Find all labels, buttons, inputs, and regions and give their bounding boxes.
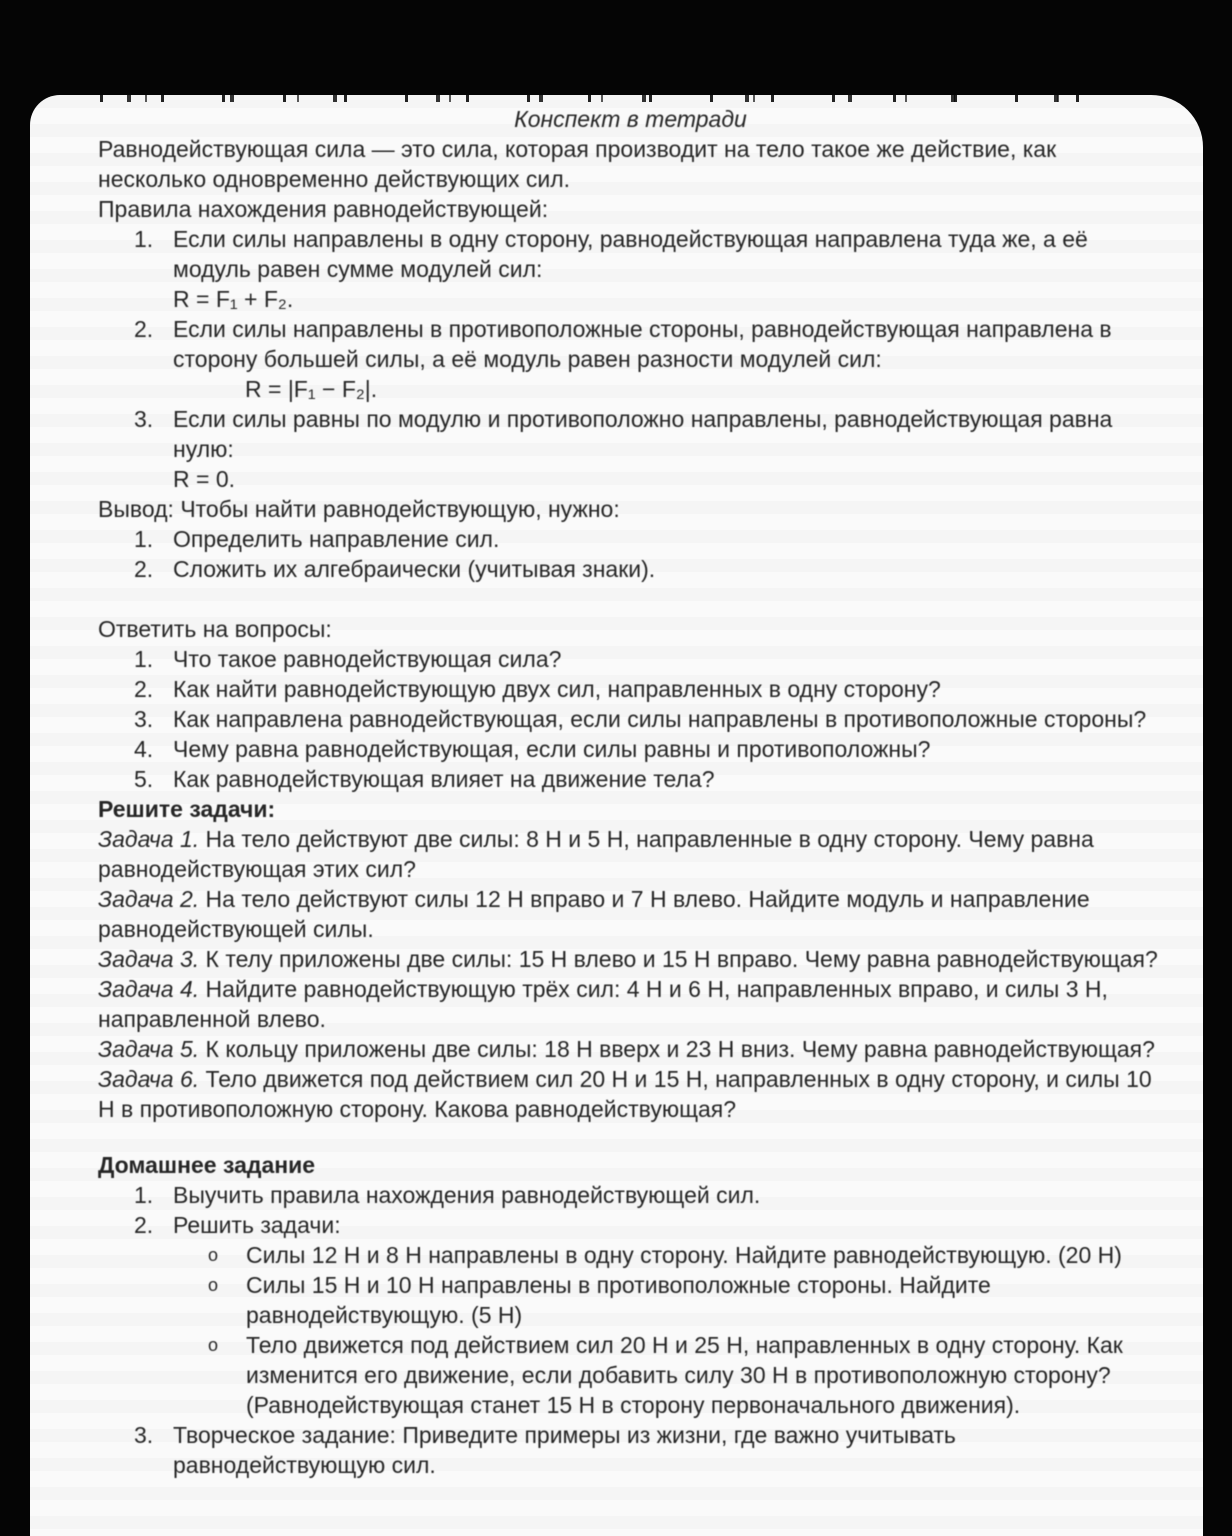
task-text: К телу приложены две силы: 15 Н влево и 15 Н вправо. Чему равна равнодействующая?: [205, 946, 1158, 972]
list-number: 2.: [134, 1212, 154, 1238]
task-paragraph: [98, 1064, 1163, 1124]
question-text: Как найти равнодействующую двух сил, направленных в одну сторону?: [173, 676, 941, 702]
rule-item: [98, 314, 1163, 404]
homework-list: [98, 1180, 1163, 1480]
list-number: 1.: [134, 646, 154, 672]
list-number: 5.: [134, 766, 154, 792]
homework-subitem-text: Тело движется под действием сил 20 Н и 25 Н, направленных в одну сторону. Как изменится его движение, если добавить силу 30 Н в противоположную сторону? (Равнодействующая станет 15 Н в сторону первоначального движения).: [246, 1332, 1123, 1418]
rule-formula: R = 0.: [173, 466, 236, 492]
task-paragraph: [98, 1034, 1163, 1064]
task-label: Задача 2.: [98, 886, 200, 912]
list-number: 3.: [134, 1422, 154, 1448]
list-number: 2.: [134, 316, 154, 342]
question-item: [98, 674, 1163, 704]
homework-text: Решить задачи:: [173, 1212, 341, 1238]
question-text: Как равнодействующая влияет на движение тела?: [173, 766, 715, 792]
sub-bullet-marker: o: [208, 1245, 219, 1265]
conclusion-item: [98, 524, 1163, 554]
homework-item: [98, 1420, 1163, 1480]
rule-body: [173, 224, 1163, 314]
list-number: 1.: [134, 1182, 154, 1208]
question-item: [98, 764, 1163, 794]
rule-body: [173, 314, 1163, 404]
question-item: [98, 734, 1163, 764]
list-number: 1.: [134, 226, 154, 252]
rule-item: [98, 404, 1163, 494]
intro-paragraph: Равнодействующая сила — это сила, которая производит на тело такое же действие, как несколько одновременно действующих сил.: [98, 136, 1057, 192]
homework-item: [98, 1210, 1163, 1240]
task-paragraph: [98, 944, 1163, 974]
question-item: [98, 644, 1163, 674]
task-label: Задача 5.: [98, 1036, 200, 1062]
question-text: Что такое равнодействующая сила?: [173, 646, 562, 672]
rule-text: Если силы направлены в одну сторону, равнодействующая направлена туда же, а её модуль равен сумме модулей сил:: [173, 226, 1088, 282]
question-text: Как направлена равнодействующая, если силы направлены в противоположные стороны?: [173, 706, 1147, 732]
document-page: [30, 95, 1203, 1536]
task-paragraph: [98, 824, 1163, 884]
task-text: На тело действуют две силы: 8 Н и 5 Н, направленные в одну сторону. Чему равна равнодействующая этих сил?: [98, 826, 1094, 882]
sub-bullet-marker: o: [208, 1275, 219, 1295]
homework-heading: Домашнее задание: [98, 1152, 316, 1178]
homework-subitem-text: Силы 15 Н и 10 Н направлены в противоположные стороны. Найдите равнодействующую. (5 Н): [246, 1272, 991, 1328]
list-number: 2.: [134, 556, 154, 582]
rule-item: [98, 224, 1163, 314]
homework-subitem-text: Силы 12 Н и 8 Н направлены в одну сторону. Найдите равнодействующую. (20 Н): [246, 1242, 1122, 1268]
page-title: Конспект в тетради: [514, 106, 747, 132]
task-text: К кольцу приложены две силы: 18 Н вверх и 23 Н вниз. Чему равна равнодействующая?: [205, 1036, 1155, 1062]
conclusion-item: [98, 554, 1163, 584]
homework-sublist: [98, 1240, 1163, 1420]
homework-subitem: [208, 1330, 1163, 1420]
conclusion-text: Сложить их алгебраически (учитывая знаки).: [173, 556, 656, 582]
conclusion-list: [98, 524, 1163, 584]
task-text: Найдите равнодействующую трёх сил: 4 Н и 6 Н, направленных вправо, и силы 3 Н, направленной влево.: [98, 976, 1108, 1032]
cropped-text-artifact: [100, 95, 1110, 102]
homework-text: Выучить правила нахождения равнодействующей сил.: [173, 1182, 761, 1208]
rule-text: Если силы равны по модулю и противоположно направлены, равнодействующая равна нулю:: [173, 406, 1113, 462]
task-paragraph: [98, 974, 1163, 1034]
list-number: 4.: [134, 736, 154, 762]
task-text: Тело движется под действием сил 20 Н и 15 Н, направленных в одну сторону, и силы 10 Н в противоположную сторону. Какова равнодействующая?: [98, 1066, 1152, 1122]
document-content: [98, 104, 1163, 1480]
homework-subitem: [208, 1270, 1163, 1330]
rules-list: [98, 224, 1163, 494]
question-text: Чему равна равнодействующая, если силы равны и противоположны?: [173, 736, 931, 762]
conclusion-heading: Вывод: Чтобы найти равнодействующую, нужно:: [98, 496, 620, 522]
question-item: [98, 704, 1163, 734]
tasks-heading: Решите задачи:: [98, 796, 276, 822]
task-text: На тело действуют силы 12 Н вправо и 7 Н влево. Найдите модуль и направление равнодействующей силы.: [98, 886, 1090, 942]
homework-item: [98, 1180, 1163, 1210]
rule-body: [173, 404, 1163, 494]
homework-subitem: [208, 1240, 1163, 1270]
rule-formula: R = |F₁ − F₂|.: [245, 376, 378, 402]
task-paragraph: [98, 884, 1163, 944]
rule-text: Если силы направлены в противоположные стороны, равнодействующая направлена в сторону большей силы, а её модуль равен разности модулей сил:: [173, 316, 1112, 372]
questions-heading: Ответить на вопросы:: [98, 616, 332, 642]
sub-bullet-marker: o: [208, 1335, 219, 1355]
list-number: 3.: [134, 706, 154, 732]
task-label: Задача 4.: [98, 976, 200, 1002]
task-label: Задача 1.: [98, 826, 200, 852]
rules-heading: Правила нахождения равнодействующей:: [98, 196, 549, 222]
conclusion-text: Определить направление сил.: [173, 526, 500, 552]
list-number: 2.: [134, 676, 154, 702]
list-number: 3.: [134, 406, 154, 432]
homework-text: Творческое задание: Приведите примеры из жизни, где важно учитывать равнодействующую сил.: [173, 1422, 956, 1478]
task-label: Задача 6.: [98, 1066, 200, 1092]
rule-formula: R = F₁ + F₂.: [173, 286, 294, 312]
list-number: 1.: [134, 526, 154, 552]
task-label: Задача 3.: [98, 946, 200, 972]
questions-list: [98, 644, 1163, 794]
